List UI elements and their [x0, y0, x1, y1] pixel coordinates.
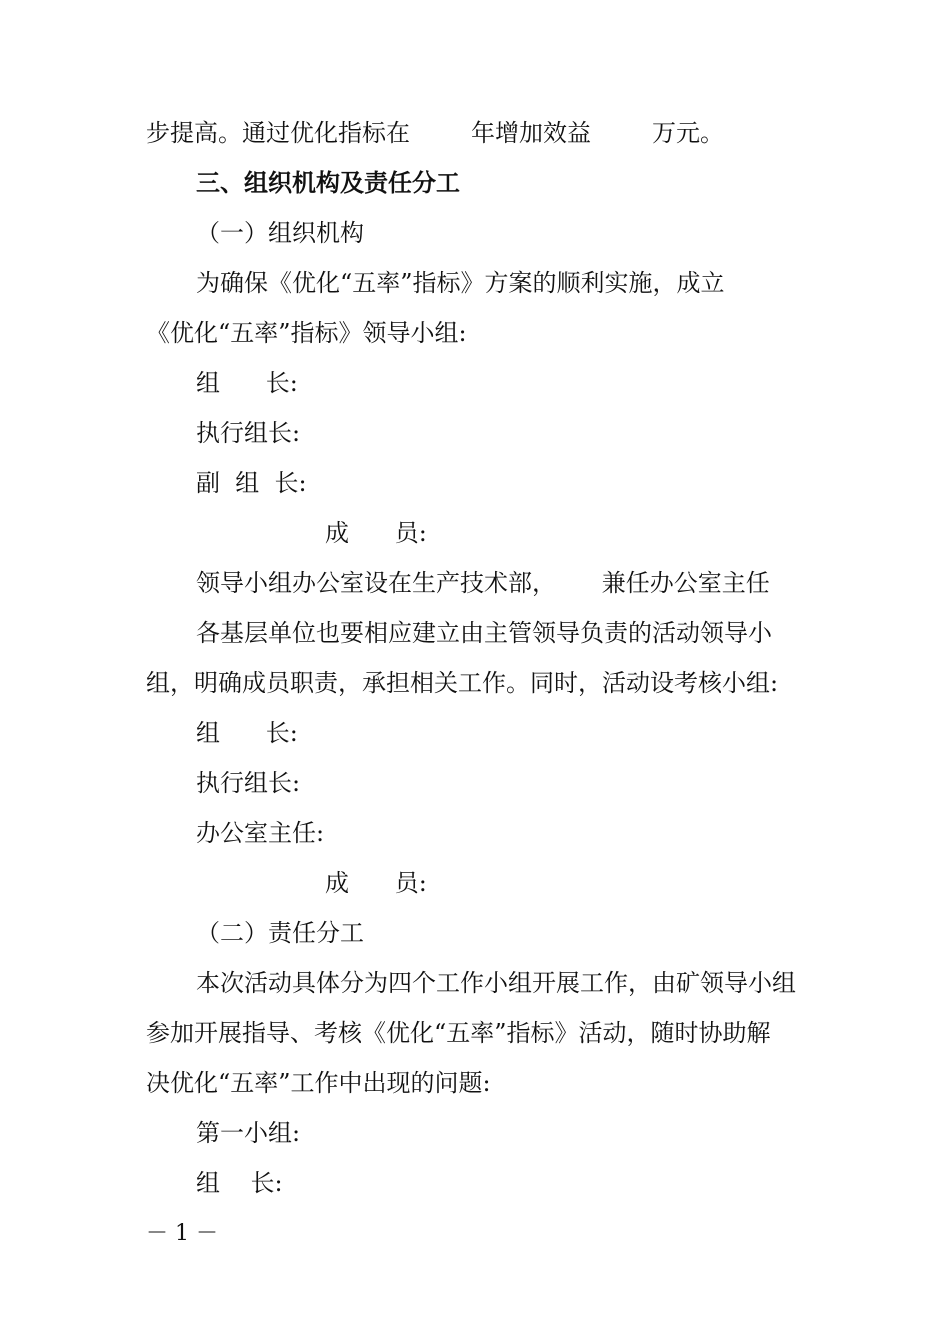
role-deputy-leader: 副 组 长: [196, 469, 307, 497]
page-number: － 1 － [146, 1221, 218, 1246]
text-line-office: 领导小组办公室设在生产技术部， 兼任办公室主任 [196, 569, 770, 597]
text-line-units: 各基层单位也要相应建立由主管领导负责的活动领导小 [196, 619, 772, 647]
role-assessment-executive-leader: 执行组长: [196, 769, 301, 797]
role-leader: 组 长: [196, 369, 298, 397]
subheading-organization: （一）组织机构 [196, 219, 364, 247]
group-one-leader: 组 长: [196, 1169, 283, 1197]
role-assessment-leader: 组 长: [196, 719, 298, 747]
text-line-responsibilities: 组，明确成员职责，承担相关工作。同时，活动设考核小组: [146, 669, 779, 697]
role-office-director: 办公室主任: [196, 819, 325, 847]
role-executive-leader: 执行组长: [196, 419, 301, 447]
group-one-heading: 第一小组: [196, 1119, 301, 1147]
text-line-four-groups: 本次活动具体分为四个工作小组开展工作，由矿领导小组 [196, 969, 796, 997]
text-line-problems: 决优化“五率”工作中出现的问题: [146, 1069, 491, 1097]
text-line-guidance: 参加开展指导、考核《优化“五率”指标》活动，随时协助解 [146, 1019, 771, 1047]
subheading-division-of-duties: （二）责任分工 [196, 919, 364, 947]
section-heading-organization: 三、组织机构及责任分工 [196, 168, 460, 197]
text-line-establish: 为确保《优化“五率”指标》方案的顺利实施，成立 [196, 269, 725, 297]
role-assessment-members: 成 员: [325, 869, 427, 897]
role-members: 成 员: [325, 519, 427, 547]
text-line-leading-group: 《优化“五率”指标》领导小组: [146, 319, 467, 347]
text-line-efficiency: 步提高。通过优化指标在 年增加效益 万元。 [146, 119, 725, 147]
